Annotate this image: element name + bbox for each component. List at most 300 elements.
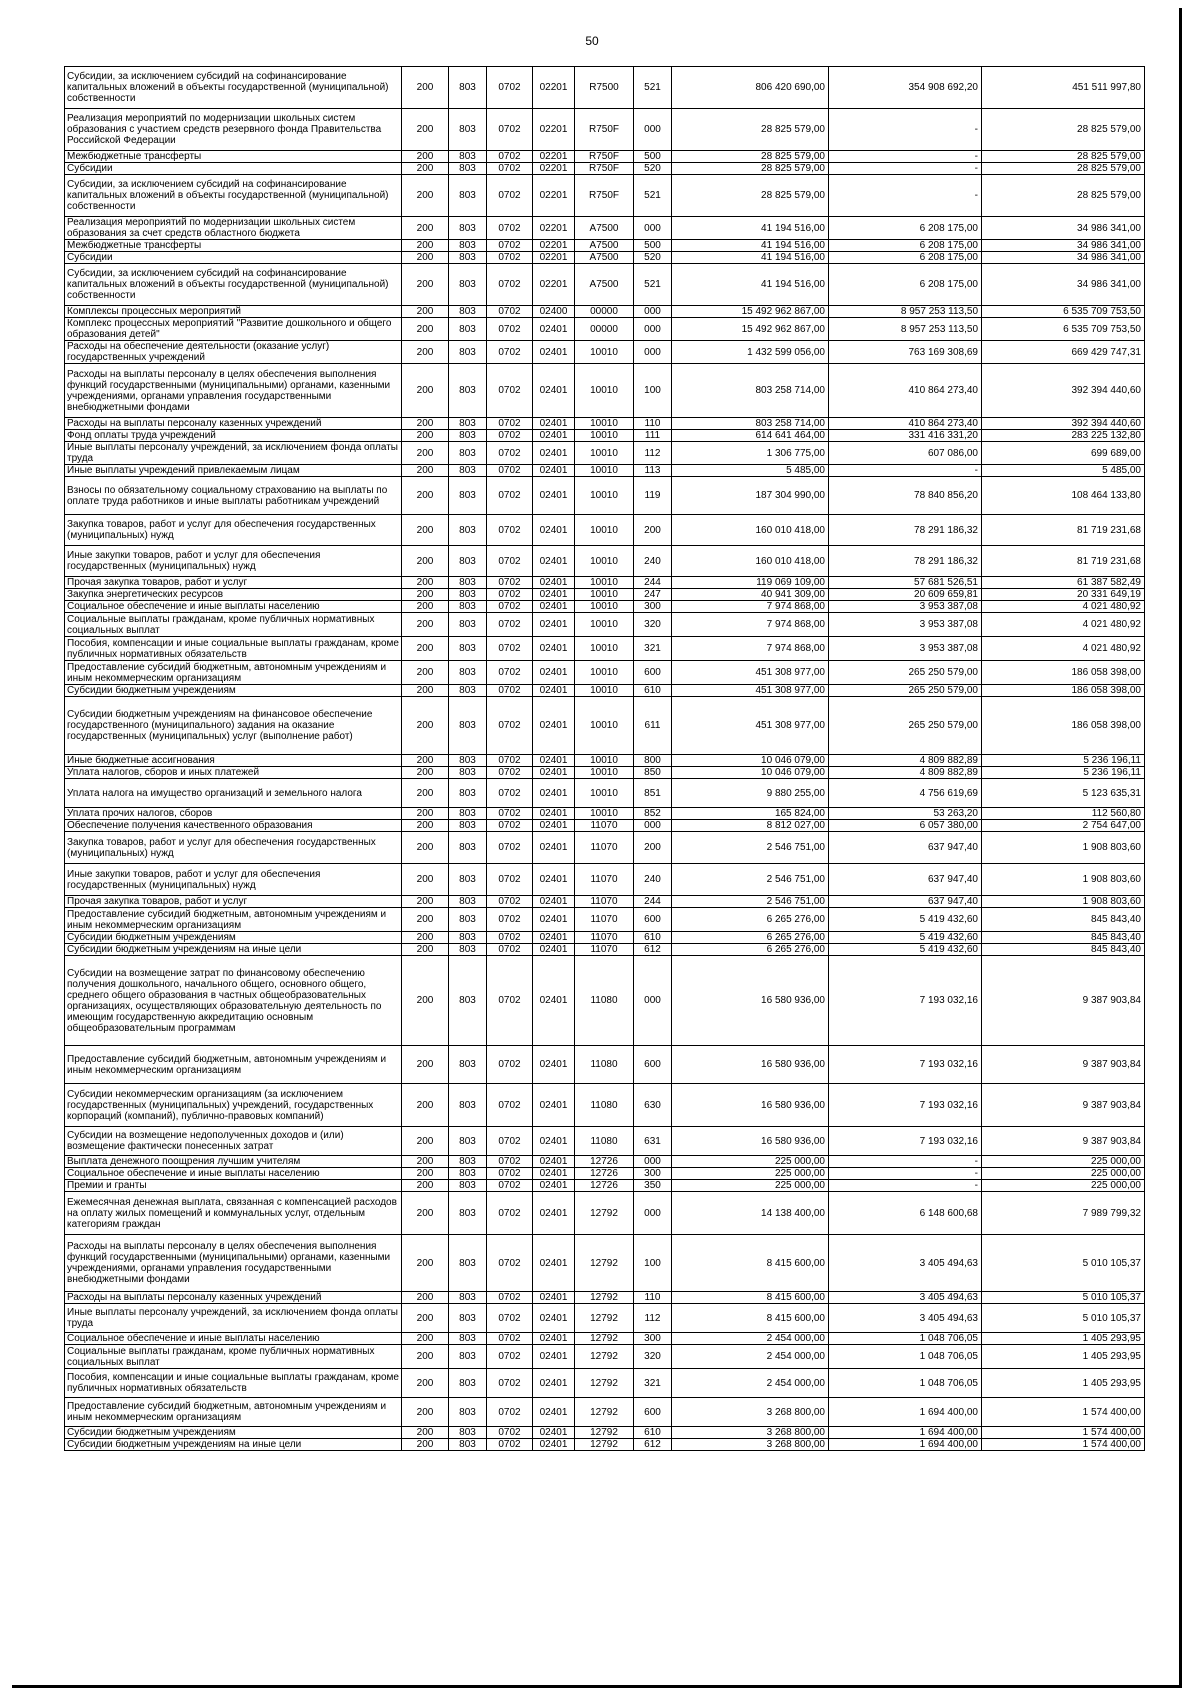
cell-program: 02401 (533, 1180, 575, 1192)
cell-name: Иные выплаты учреждений привлекаемым лицам (65, 465, 402, 477)
table-row (65, 1168, 1145, 1180)
cell-executed: 8 957 253 113,50 (829, 306, 982, 318)
cell-program: 02401 (533, 697, 575, 755)
cell-expense-type: 521 (634, 175, 672, 217)
cell-remaining: 61 387 582,49 (982, 577, 1145, 589)
cell-executed: 57 681 526,51 (829, 577, 982, 589)
cell-expense-type: 000 (634, 306, 672, 318)
cell-section: 803 (449, 1084, 487, 1127)
cell-section: 803 (449, 264, 487, 306)
cell-name: Расходы на обеспечение деятельности (оказание услуг) государственных учреждений (65, 341, 402, 364)
cell-section: 803 (449, 341, 487, 364)
cell-subsection: 0702 (487, 1398, 533, 1427)
cell-direction: 11080 (575, 1046, 634, 1084)
cell-program: 02401 (533, 1235, 575, 1292)
cell-subsection: 0702 (487, 515, 533, 546)
cell-name: Предоставление субсидий бюджетным, автономным учреждениям и иным некоммерческим организациям (65, 661, 402, 685)
cell-assigned: 160 010 418,00 (672, 546, 829, 577)
cell-assigned: 119 069 109,00 (672, 577, 829, 589)
cell-expense-type: 611 (634, 697, 672, 755)
cell-subsection: 0702 (487, 1427, 533, 1439)
cell-assigned: 451 308 977,00 (672, 685, 829, 697)
cell-expense-type: 000 (634, 217, 672, 240)
cell-grbs: 200 (402, 264, 449, 306)
cell-name: Социальное обеспечение и иные выплаты населению (65, 1168, 402, 1180)
cell-grbs: 200 (402, 577, 449, 589)
cell-executed: 78 291 186,32 (829, 546, 982, 577)
cell-remaining: 1 405 293,95 (982, 1333, 1145, 1345)
cell-expense-type: 800 (634, 755, 672, 767)
cell-remaining: 5 010 105,37 (982, 1304, 1145, 1333)
cell-name: Субсидии бюджетным учреждениям (65, 1427, 402, 1439)
cell-program: 02401 (533, 908, 575, 932)
cell-assigned: 8 415 600,00 (672, 1304, 829, 1333)
cell-grbs: 200 (402, 637, 449, 661)
cell-grbs: 200 (402, 1180, 449, 1192)
cell-assigned: 7 974 868,00 (672, 601, 829, 613)
cell-executed: - (829, 1168, 982, 1180)
cell-remaining: 28 825 579,00 (982, 151, 1145, 163)
cell-assigned: 8 415 600,00 (672, 1235, 829, 1292)
cell-grbs: 200 (402, 1292, 449, 1304)
cell-executed: 3 953 387,08 (829, 637, 982, 661)
table-row (65, 430, 1145, 442)
cell-remaining: 186 058 398,00 (982, 685, 1145, 697)
cell-program: 02401 (533, 864, 575, 896)
cell-name: Уплата прочих налогов, сборов (65, 808, 402, 820)
cell-remaining: 2 754 647,00 (982, 820, 1145, 832)
cell-program: 02201 (533, 67, 575, 109)
cell-remaining: 1 908 803,60 (982, 864, 1145, 896)
cell-grbs: 200 (402, 1398, 449, 1427)
cell-executed: 1 048 706,05 (829, 1345, 982, 1369)
cell-remaining: 186 058 398,00 (982, 661, 1145, 685)
cell-remaining: 1 574 400,00 (982, 1398, 1145, 1427)
cell-program: 02401 (533, 1427, 575, 1439)
cell-executed: 3 405 494,63 (829, 1304, 982, 1333)
cell-section: 803 (449, 1046, 487, 1084)
cell-grbs: 200 (402, 1127, 449, 1156)
cell-expense-type: 500 (634, 240, 672, 252)
cell-grbs: 200 (402, 1168, 449, 1180)
table-row (65, 637, 1145, 661)
cell-subsection: 0702 (487, 613, 533, 637)
cell-section: 803 (449, 1180, 487, 1192)
cell-direction: 10010 (575, 601, 634, 613)
cell-name: Иные закупки товаров, работ и услуг для обеспечения государственных (муниципальных) нужд (65, 864, 402, 896)
cell-section: 803 (449, 779, 487, 808)
cell-program: 02401 (533, 465, 575, 477)
cell-name: Закупка товаров, работ и услуг для обеспечения государственных (муниципальных) нужд (65, 515, 402, 546)
cell-executed: 265 250 579,00 (829, 697, 982, 755)
cell-executed: 1 694 400,00 (829, 1398, 982, 1427)
cell-subsection: 0702 (487, 306, 533, 318)
cell-remaining: 225 000,00 (982, 1168, 1145, 1180)
cell-section: 803 (449, 1369, 487, 1398)
cell-program: 02401 (533, 418, 575, 430)
cell-name: Субсидии, за исключением субсидий на софинансирование капитальных вложений в объекты государственной (муниципальной) собственности (65, 264, 402, 306)
table-row (65, 163, 1145, 175)
cell-executed: 7 193 032,16 (829, 1127, 982, 1156)
cell-assigned: 14 138 400,00 (672, 1192, 829, 1235)
cell-executed: 6 208 175,00 (829, 240, 982, 252)
table-row (65, 820, 1145, 832)
cell-name: Расходы на выплаты персоналу казенных учреждений (65, 1292, 402, 1304)
cell-assigned: 8 415 600,00 (672, 1292, 829, 1304)
cell-assigned: 8 812 027,00 (672, 820, 829, 832)
cell-executed: 1 694 400,00 (829, 1439, 982, 1451)
cell-program: 02401 (533, 808, 575, 820)
cell-expense-type: 300 (634, 1168, 672, 1180)
cell-remaining: 5 485,00 (982, 465, 1145, 477)
cell-name: Взносы по обязательному социальному страхованию на выплаты по оплате труда работников и иные выплаты работникам учреждений (65, 477, 402, 515)
cell-remaining: 28 825 579,00 (982, 163, 1145, 175)
cell-expense-type: 321 (634, 1369, 672, 1398)
cell-section: 803 (449, 318, 487, 341)
cell-subsection: 0702 (487, 1192, 533, 1235)
cell-program: 02401 (533, 613, 575, 637)
cell-subsection: 0702 (487, 264, 533, 306)
cell-expense-type: 610 (634, 685, 672, 697)
cell-name: Расходы на выплаты персоналу в целях обеспечения выполнения функций государственными (муниципальными) органами, казенными учреждениями, органами управления государственными внебюджетными фондами (65, 364, 402, 418)
cell-program: 02201 (533, 109, 575, 151)
cell-remaining: 9 387 903,84 (982, 1046, 1145, 1084)
cell-name: Предоставление субсидий бюджетным, автономным учреждениям и иным некоммерческим организациям (65, 908, 402, 932)
cell-name: Субсидии (65, 163, 402, 175)
cell-subsection: 0702 (487, 430, 533, 442)
table-row (65, 1084, 1145, 1127)
cell-name: Премии и гранты (65, 1180, 402, 1192)
cell-grbs: 200 (402, 864, 449, 896)
cell-remaining: 451 511 997,80 (982, 67, 1145, 109)
cell-assigned: 225 000,00 (672, 1168, 829, 1180)
cell-subsection: 0702 (487, 477, 533, 515)
cell-grbs: 200 (402, 832, 449, 864)
cell-name: Пособия, компенсации и иные социальные выплаты гражданам, кроме публичных нормативных обязательств (65, 637, 402, 661)
cell-executed: - (829, 1156, 982, 1168)
cell-program: 02401 (533, 318, 575, 341)
cell-remaining: 4 021 480,92 (982, 601, 1145, 613)
cell-executed: - (829, 175, 982, 217)
table-row (65, 546, 1145, 577)
cell-grbs: 200 (402, 109, 449, 151)
cell-subsection: 0702 (487, 1292, 533, 1304)
cell-assigned: 16 580 936,00 (672, 1127, 829, 1156)
cell-expense-type: 521 (634, 264, 672, 306)
cell-expense-type: 600 (634, 1398, 672, 1427)
table-row (65, 341, 1145, 364)
cell-direction: 11070 (575, 832, 634, 864)
cell-name: Предоставление субсидий бюджетным, автономным учреждениям и иным некоммерческим организациям (65, 1046, 402, 1084)
cell-grbs: 200 (402, 1156, 449, 1168)
cell-grbs: 200 (402, 613, 449, 637)
cell-name: Субсидии некоммерческим организациям (за исключением государственных (муниципальных) учреждений, государственных корпораций (компаний), публично-правовых компаний) (65, 1084, 402, 1127)
cell-direction: 10010 (575, 364, 634, 418)
table-row (65, 896, 1145, 908)
cell-remaining: 81 719 231,68 (982, 546, 1145, 577)
cell-direction: R7500 (575, 67, 634, 109)
cell-program: 02401 (533, 1168, 575, 1180)
cell-remaining: 4 021 480,92 (982, 613, 1145, 637)
cell-section: 803 (449, 1168, 487, 1180)
cell-expense-type: 350 (634, 1180, 672, 1192)
cell-subsection: 0702 (487, 364, 533, 418)
cell-section: 803 (449, 67, 487, 109)
table-row (65, 932, 1145, 944)
cell-section: 803 (449, 1333, 487, 1345)
cell-executed: 5 419 432,60 (829, 932, 982, 944)
cell-expense-type: 100 (634, 364, 672, 418)
cell-assigned: 10 046 079,00 (672, 767, 829, 779)
cell-assigned: 160 010 418,00 (672, 515, 829, 546)
cell-name: Прочая закупка товаров, работ и услуг (65, 896, 402, 908)
cell-expense-type: 851 (634, 779, 672, 808)
table-row (65, 1127, 1145, 1156)
cell-subsection: 0702 (487, 217, 533, 240)
cell-subsection: 0702 (487, 252, 533, 264)
cell-name: Уплата налогов, сборов и иных платежей (65, 767, 402, 779)
cell-grbs: 200 (402, 465, 449, 477)
cell-program: 02400 (533, 306, 575, 318)
cell-remaining: 5 236 196,11 (982, 767, 1145, 779)
cell-executed: - (829, 465, 982, 477)
cell-direction: 12792 (575, 1192, 634, 1235)
cell-remaining: 225 000,00 (982, 1156, 1145, 1168)
cell-subsection: 0702 (487, 944, 533, 956)
cell-name: Иные бюджетные ассигнования (65, 755, 402, 767)
table-row (65, 956, 1145, 1046)
cell-remaining: 845 843,40 (982, 944, 1145, 956)
cell-direction: 12792 (575, 1333, 634, 1345)
cell-executed: 410 864 273,40 (829, 418, 982, 430)
cell-subsection: 0702 (487, 864, 533, 896)
cell-program: 02401 (533, 1398, 575, 1427)
cell-program: 02401 (533, 1156, 575, 1168)
table-row (65, 864, 1145, 896)
cell-name: Субсидии бюджетным учреждениям на иные цели (65, 1439, 402, 1451)
cell-direction: 11070 (575, 864, 634, 896)
cell-direction: 12792 (575, 1235, 634, 1292)
table-row (65, 252, 1145, 264)
cell-expense-type: 112 (634, 1304, 672, 1333)
cell-section: 803 (449, 1427, 487, 1439)
cell-grbs: 200 (402, 1439, 449, 1451)
cell-program: 02401 (533, 820, 575, 832)
cell-grbs: 200 (402, 589, 449, 601)
table-row (65, 318, 1145, 341)
cell-program: 02401 (533, 1369, 575, 1398)
cell-executed: 4 756 619,69 (829, 779, 982, 808)
cell-direction: 10010 (575, 661, 634, 685)
cell-name: Социальное обеспечение и иные выплаты населению (65, 601, 402, 613)
cell-executed: 7 193 032,16 (829, 1084, 982, 1127)
cell-program: 02201 (533, 240, 575, 252)
cell-assigned: 806 420 690,00 (672, 67, 829, 109)
cell-program: 02401 (533, 944, 575, 956)
cell-program: 02201 (533, 151, 575, 163)
cell-assigned: 451 308 977,00 (672, 661, 829, 685)
cell-section: 803 (449, 601, 487, 613)
cell-section: 803 (449, 767, 487, 779)
table-row (65, 217, 1145, 240)
cell-subsection: 0702 (487, 661, 533, 685)
cell-remaining: 4 021 480,92 (982, 637, 1145, 661)
cell-name: Выплата денежного поощрения лучшим учителям (65, 1156, 402, 1168)
cell-executed: 637 947,40 (829, 864, 982, 896)
cell-assigned: 2 546 751,00 (672, 896, 829, 908)
cell-direction: A7500 (575, 252, 634, 264)
cell-remaining: 1 405 293,95 (982, 1369, 1145, 1398)
cell-direction: 10010 (575, 515, 634, 546)
cell-name: Предоставление субсидий бюджетным, автономным учреждениям и иным некоммерческим организациям (65, 1398, 402, 1427)
cell-subsection: 0702 (487, 637, 533, 661)
cell-subsection: 0702 (487, 318, 533, 341)
cell-expense-type: 240 (634, 546, 672, 577)
cell-program: 02401 (533, 364, 575, 418)
cell-expense-type: 852 (634, 808, 672, 820)
cell-section: 803 (449, 1304, 487, 1333)
cell-grbs: 200 (402, 908, 449, 932)
cell-program: 02401 (533, 1333, 575, 1345)
cell-section: 803 (449, 864, 487, 896)
cell-subsection: 0702 (487, 163, 533, 175)
cell-remaining: 108 464 133,80 (982, 477, 1145, 515)
cell-assigned: 2 454 000,00 (672, 1333, 829, 1345)
cell-subsection: 0702 (487, 1439, 533, 1451)
cell-direction: A7500 (575, 264, 634, 306)
cell-assigned: 803 258 714,00 (672, 418, 829, 430)
cell-remaining: 34 986 341,00 (982, 264, 1145, 306)
cell-executed: 265 250 579,00 (829, 661, 982, 685)
cell-grbs: 200 (402, 418, 449, 430)
cell-remaining: 6 535 709 753,50 (982, 318, 1145, 341)
cell-grbs: 200 (402, 217, 449, 240)
cell-direction: R750F (575, 175, 634, 217)
table-row (65, 465, 1145, 477)
cell-remaining: 7 989 799,32 (982, 1192, 1145, 1235)
cell-grbs: 200 (402, 442, 449, 465)
table-row (65, 1156, 1145, 1168)
table-row (65, 577, 1145, 589)
cell-grbs: 200 (402, 601, 449, 613)
cell-name: Субсидии бюджетным учреждениям (65, 932, 402, 944)
cell-program: 02401 (533, 477, 575, 515)
cell-executed: 20 609 659,81 (829, 589, 982, 601)
cell-remaining: 1 908 803,60 (982, 896, 1145, 908)
cell-executed: 6 208 175,00 (829, 252, 982, 264)
cell-direction: R750F (575, 109, 634, 151)
cell-name: Социальные выплаты гражданам, кроме публичных нормативных социальных выплат (65, 1345, 402, 1369)
cell-remaining: 5 123 635,31 (982, 779, 1145, 808)
cell-name: Закупка энергетических ресурсов (65, 589, 402, 601)
cell-executed: - (829, 1180, 982, 1192)
cell-name: Реализация мероприятий по модернизации школьных систем образования за счет средств областного бюджета (65, 217, 402, 240)
cell-grbs: 200 (402, 515, 449, 546)
cell-remaining: 34 986 341,00 (982, 217, 1145, 240)
cell-direction: 10010 (575, 577, 634, 589)
cell-executed: 4 809 882,89 (829, 755, 982, 767)
table-row (65, 67, 1145, 109)
cell-assigned: 2 454 000,00 (672, 1369, 829, 1398)
cell-name: Комплекс процессных мероприятий "Развитие дошкольного и общего образования детей" (65, 318, 402, 341)
cell-subsection: 0702 (487, 577, 533, 589)
cell-section: 803 (449, 252, 487, 264)
cell-subsection: 0702 (487, 808, 533, 820)
cell-grbs: 200 (402, 1427, 449, 1439)
cell-grbs: 200 (402, 1192, 449, 1235)
cell-section: 803 (449, 1398, 487, 1427)
cell-assigned: 28 825 579,00 (672, 109, 829, 151)
table-row (65, 477, 1145, 515)
table-row (65, 364, 1145, 418)
cell-section: 803 (449, 637, 487, 661)
cell-executed: 53 263,20 (829, 808, 982, 820)
cell-executed: 6 208 175,00 (829, 264, 982, 306)
cell-direction: A7500 (575, 217, 634, 240)
table-row (65, 685, 1145, 697)
cell-expense-type: 100 (634, 1235, 672, 1292)
table-row (65, 1046, 1145, 1084)
cell-grbs: 200 (402, 430, 449, 442)
cell-program: 02401 (533, 1345, 575, 1369)
page-number: 50 (585, 34, 599, 48)
cell-program: 02401 (533, 546, 575, 577)
cell-section: 803 (449, 808, 487, 820)
cell-expense-type: 520 (634, 252, 672, 264)
cell-subsection: 0702 (487, 779, 533, 808)
cell-section: 803 (449, 1345, 487, 1369)
cell-grbs: 200 (402, 1345, 449, 1369)
cell-direction: 12726 (575, 1156, 634, 1168)
cell-grbs: 200 (402, 240, 449, 252)
cell-assigned: 451 308 977,00 (672, 697, 829, 755)
cell-expense-type: 300 (634, 601, 672, 613)
cell-program: 02401 (533, 1084, 575, 1127)
table-row (65, 418, 1145, 430)
cell-assigned: 16 580 936,00 (672, 1084, 829, 1127)
table-row (65, 767, 1145, 779)
cell-expense-type: 600 (634, 908, 672, 932)
cell-assigned: 41 194 516,00 (672, 252, 829, 264)
cell-executed: 6 208 175,00 (829, 217, 982, 240)
cell-direction: 12792 (575, 1439, 634, 1451)
cell-name: Субсидии на возмещение недополученных доходов и (или) возмещение фактически понесенных затрат (65, 1127, 402, 1156)
cell-name: Субсидии бюджетным учреждениям на финансовое обеспечение государственного (муниципального) задания на оказание государственных (муниципальных) услуг (выполнение работ) (65, 697, 402, 755)
cell-executed: - (829, 151, 982, 163)
cell-section: 803 (449, 240, 487, 252)
cell-executed: 3 953 387,08 (829, 601, 982, 613)
cell-grbs: 200 (402, 1235, 449, 1292)
cell-expense-type: 240 (634, 864, 672, 896)
cell-subsection: 0702 (487, 589, 533, 601)
cell-grbs: 200 (402, 697, 449, 755)
cell-executed: 5 419 432,60 (829, 908, 982, 932)
cell-program: 02401 (533, 661, 575, 685)
cell-assigned: 614 641 464,00 (672, 430, 829, 442)
cell-section: 803 (449, 546, 487, 577)
cell-expense-type: 244 (634, 896, 672, 908)
cell-section: 803 (449, 364, 487, 418)
cell-section: 803 (449, 1439, 487, 1451)
cell-assigned: 28 825 579,00 (672, 163, 829, 175)
cell-grbs: 200 (402, 944, 449, 956)
cell-program: 02401 (533, 685, 575, 697)
table-row (65, 944, 1145, 956)
table-row (65, 442, 1145, 465)
cell-section: 803 (449, 589, 487, 601)
cell-direction: 10010 (575, 589, 634, 601)
budget-table (64, 66, 1145, 1451)
